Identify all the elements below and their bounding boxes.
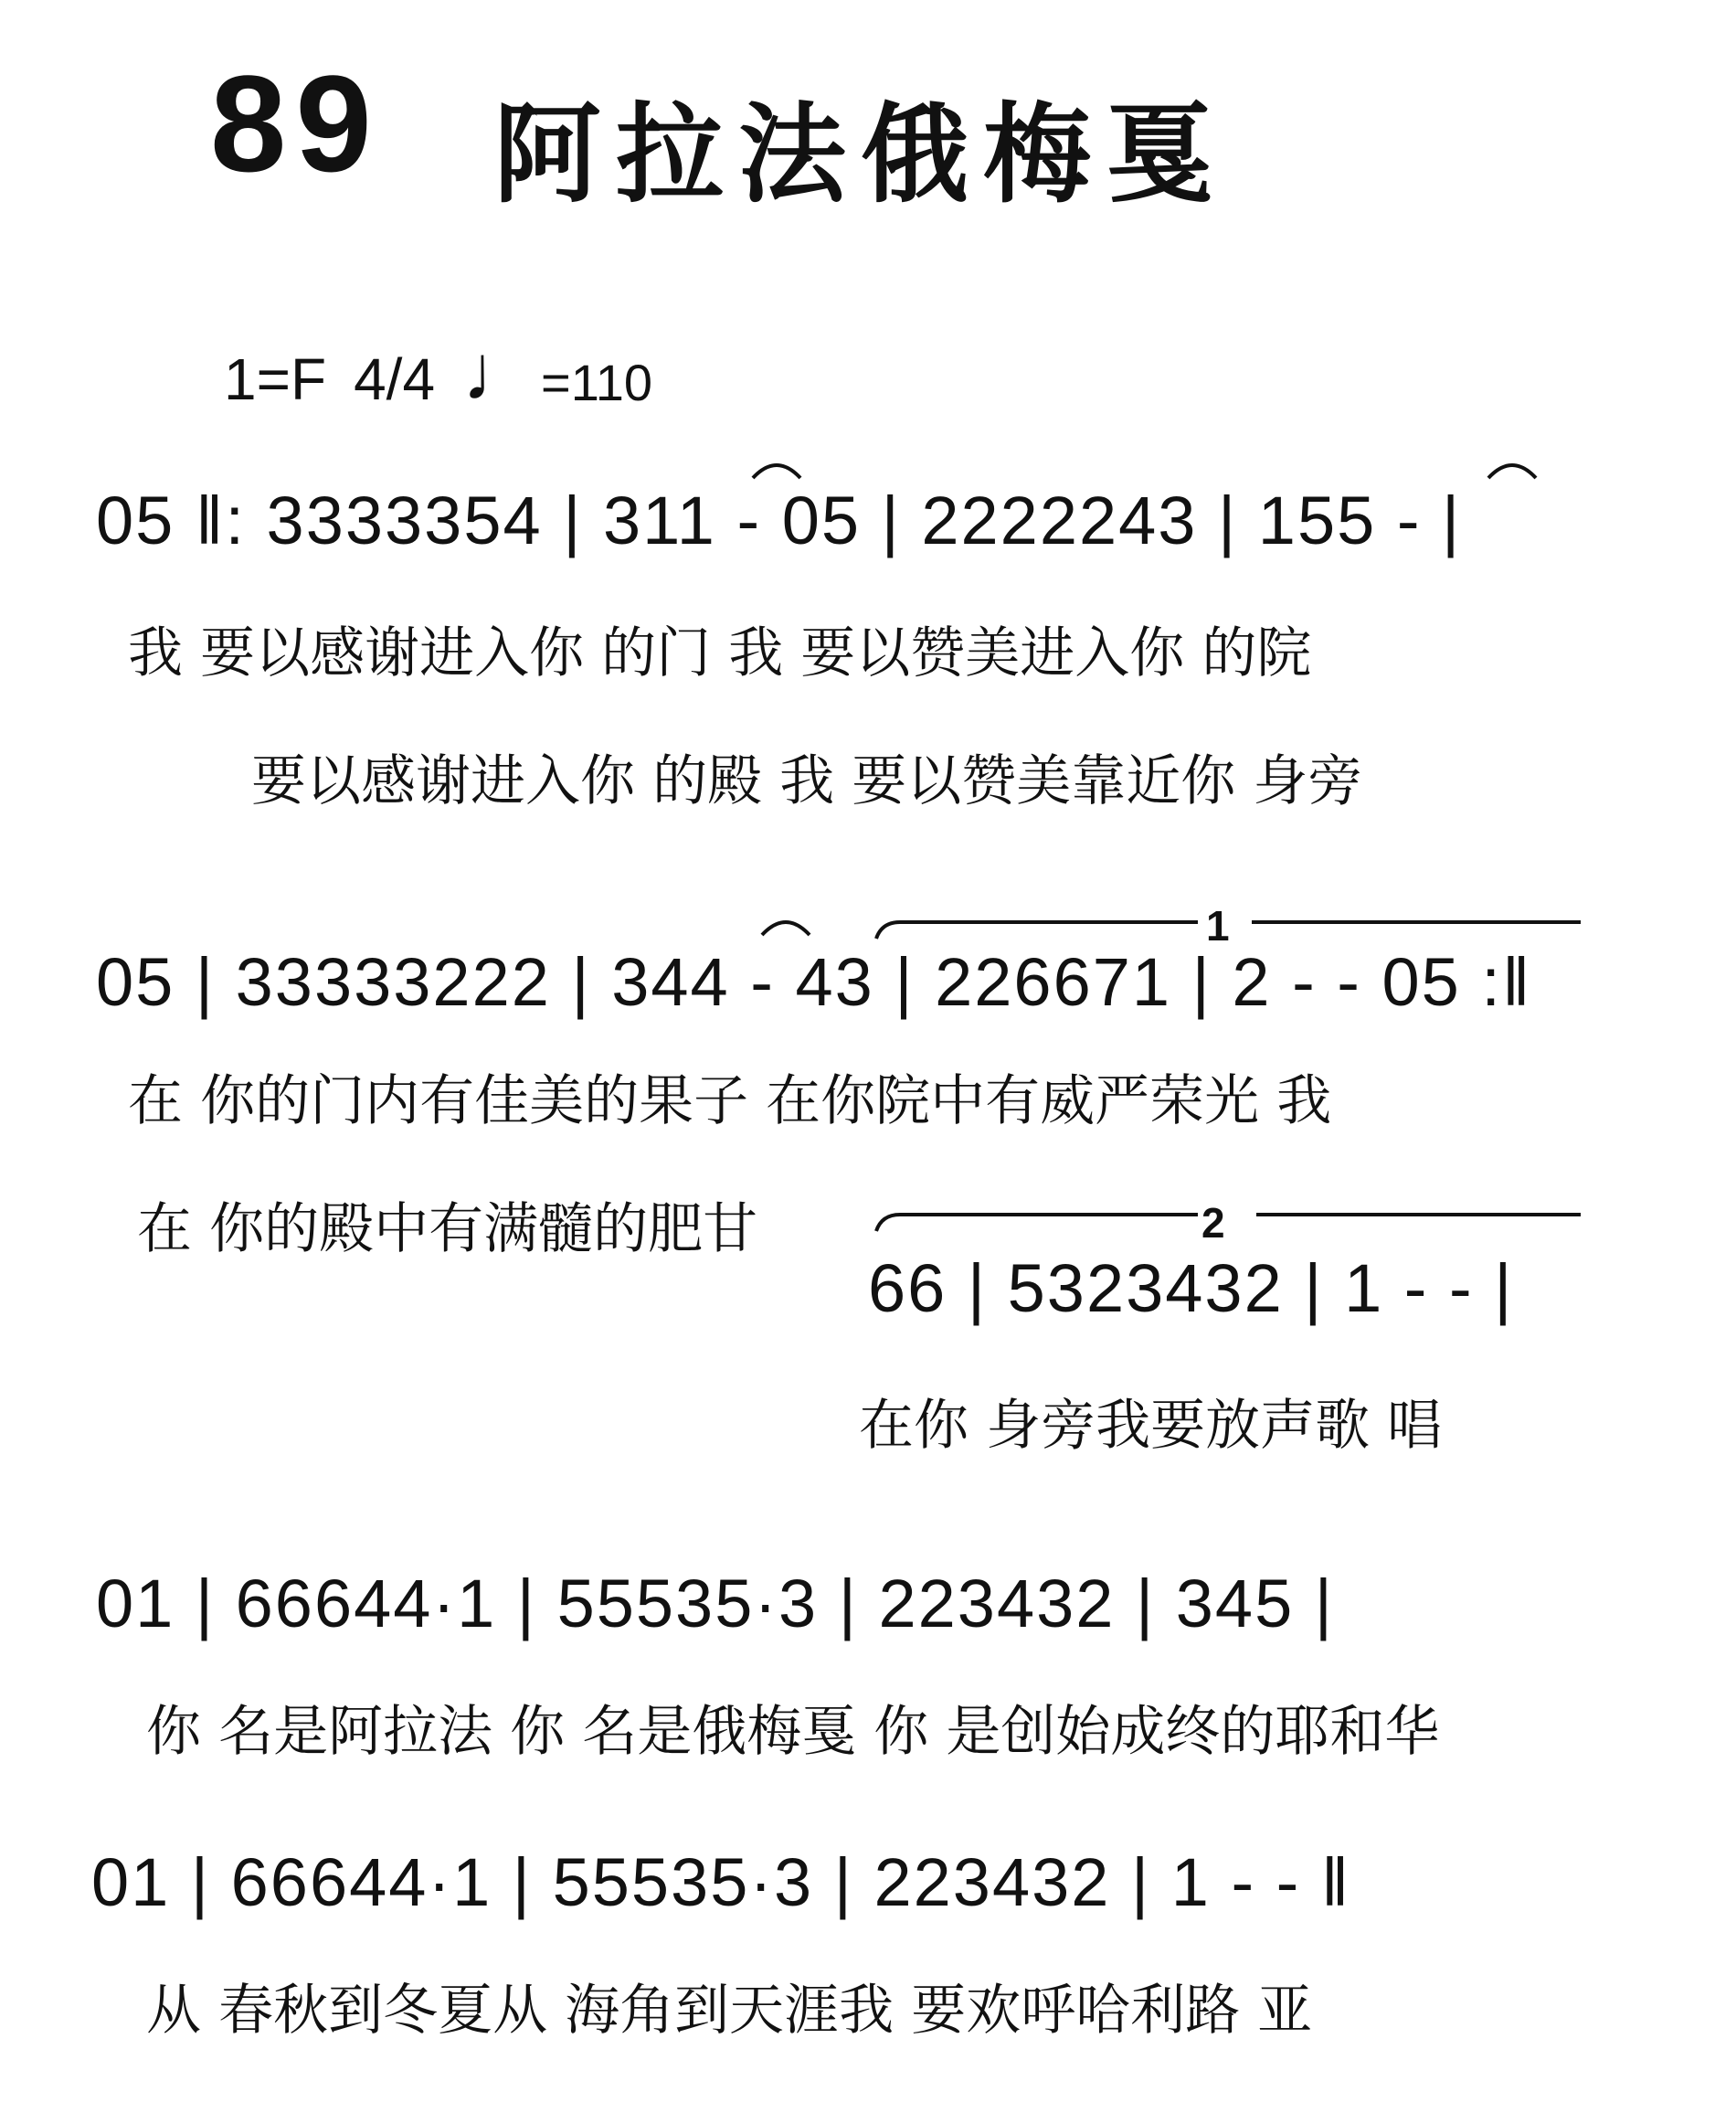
key-time-tempo xyxy=(224,329,653,417)
slur-mark xyxy=(758,909,813,937)
lyric-line: 要以感谢进入你 的殿 我 要以赞美靠近你 身旁 xyxy=(251,749,1363,813)
slur-mark xyxy=(873,918,1201,940)
lyric-line: 我 要以感谢进入你 的门 我 要以赞美进入你 的院 xyxy=(128,621,1312,685)
notation-line: 66 | 5323432 | 1 - - | xyxy=(868,1250,1514,1326)
tempo-marking xyxy=(462,329,653,417)
key-signature: 1=F xyxy=(224,346,327,413)
lyric-line: 在 你的门内有佳美的果子 在你院中有威严荣光 我 xyxy=(128,1069,1332,1133)
slur-mark xyxy=(873,1211,1201,1233)
notation-line: 05 ‖: 3333354 | 311 - 05 | 2222243 | 155 - | xyxy=(96,483,1462,558)
slur-mark xyxy=(1485,452,1540,480)
volta-bracket xyxy=(1256,1211,1581,1220)
notation-line: 01 | 66644·1 | 55535·3 | 223432 | 345 | xyxy=(96,1566,1335,1641)
slur-mark xyxy=(749,452,804,480)
lyric-line: 在 你的殿中有满髓的肥甘 xyxy=(137,1197,758,1261)
song-number: 89 xyxy=(210,47,381,200)
time-signature: 4/4 xyxy=(354,346,436,413)
quarter-note-icon: ♩ xyxy=(462,329,542,417)
lyric-line: 在你 身旁我要放声歌 唱 xyxy=(859,1394,1443,1458)
notation-line: 01 | 66644·1 | 55535·3 | 223432 | 1 - - ‖ xyxy=(91,1844,1351,1920)
song-title: 阿拉法俄梅戛 xyxy=(493,91,1229,218)
volta-bracket xyxy=(1252,918,1581,928)
tempo-value: =110 xyxy=(541,354,653,412)
volta-ending-2: 2 xyxy=(1201,1199,1225,1247)
notation-line: 05 | 33333222 | 344 - 43 | 226671 | 2 - - 05 :‖ xyxy=(96,944,1532,1020)
lyric-line: 你 名是阿拉法 你 名是俄梅戛 你 是创始成终的耶和华 xyxy=(146,1700,1440,1764)
volta-ending-1: 1 xyxy=(1206,902,1230,950)
lyric-line: 从 春秋到冬夏从 海角到天涯我 要欢呼哈利路 亚 xyxy=(146,1979,1313,2043)
